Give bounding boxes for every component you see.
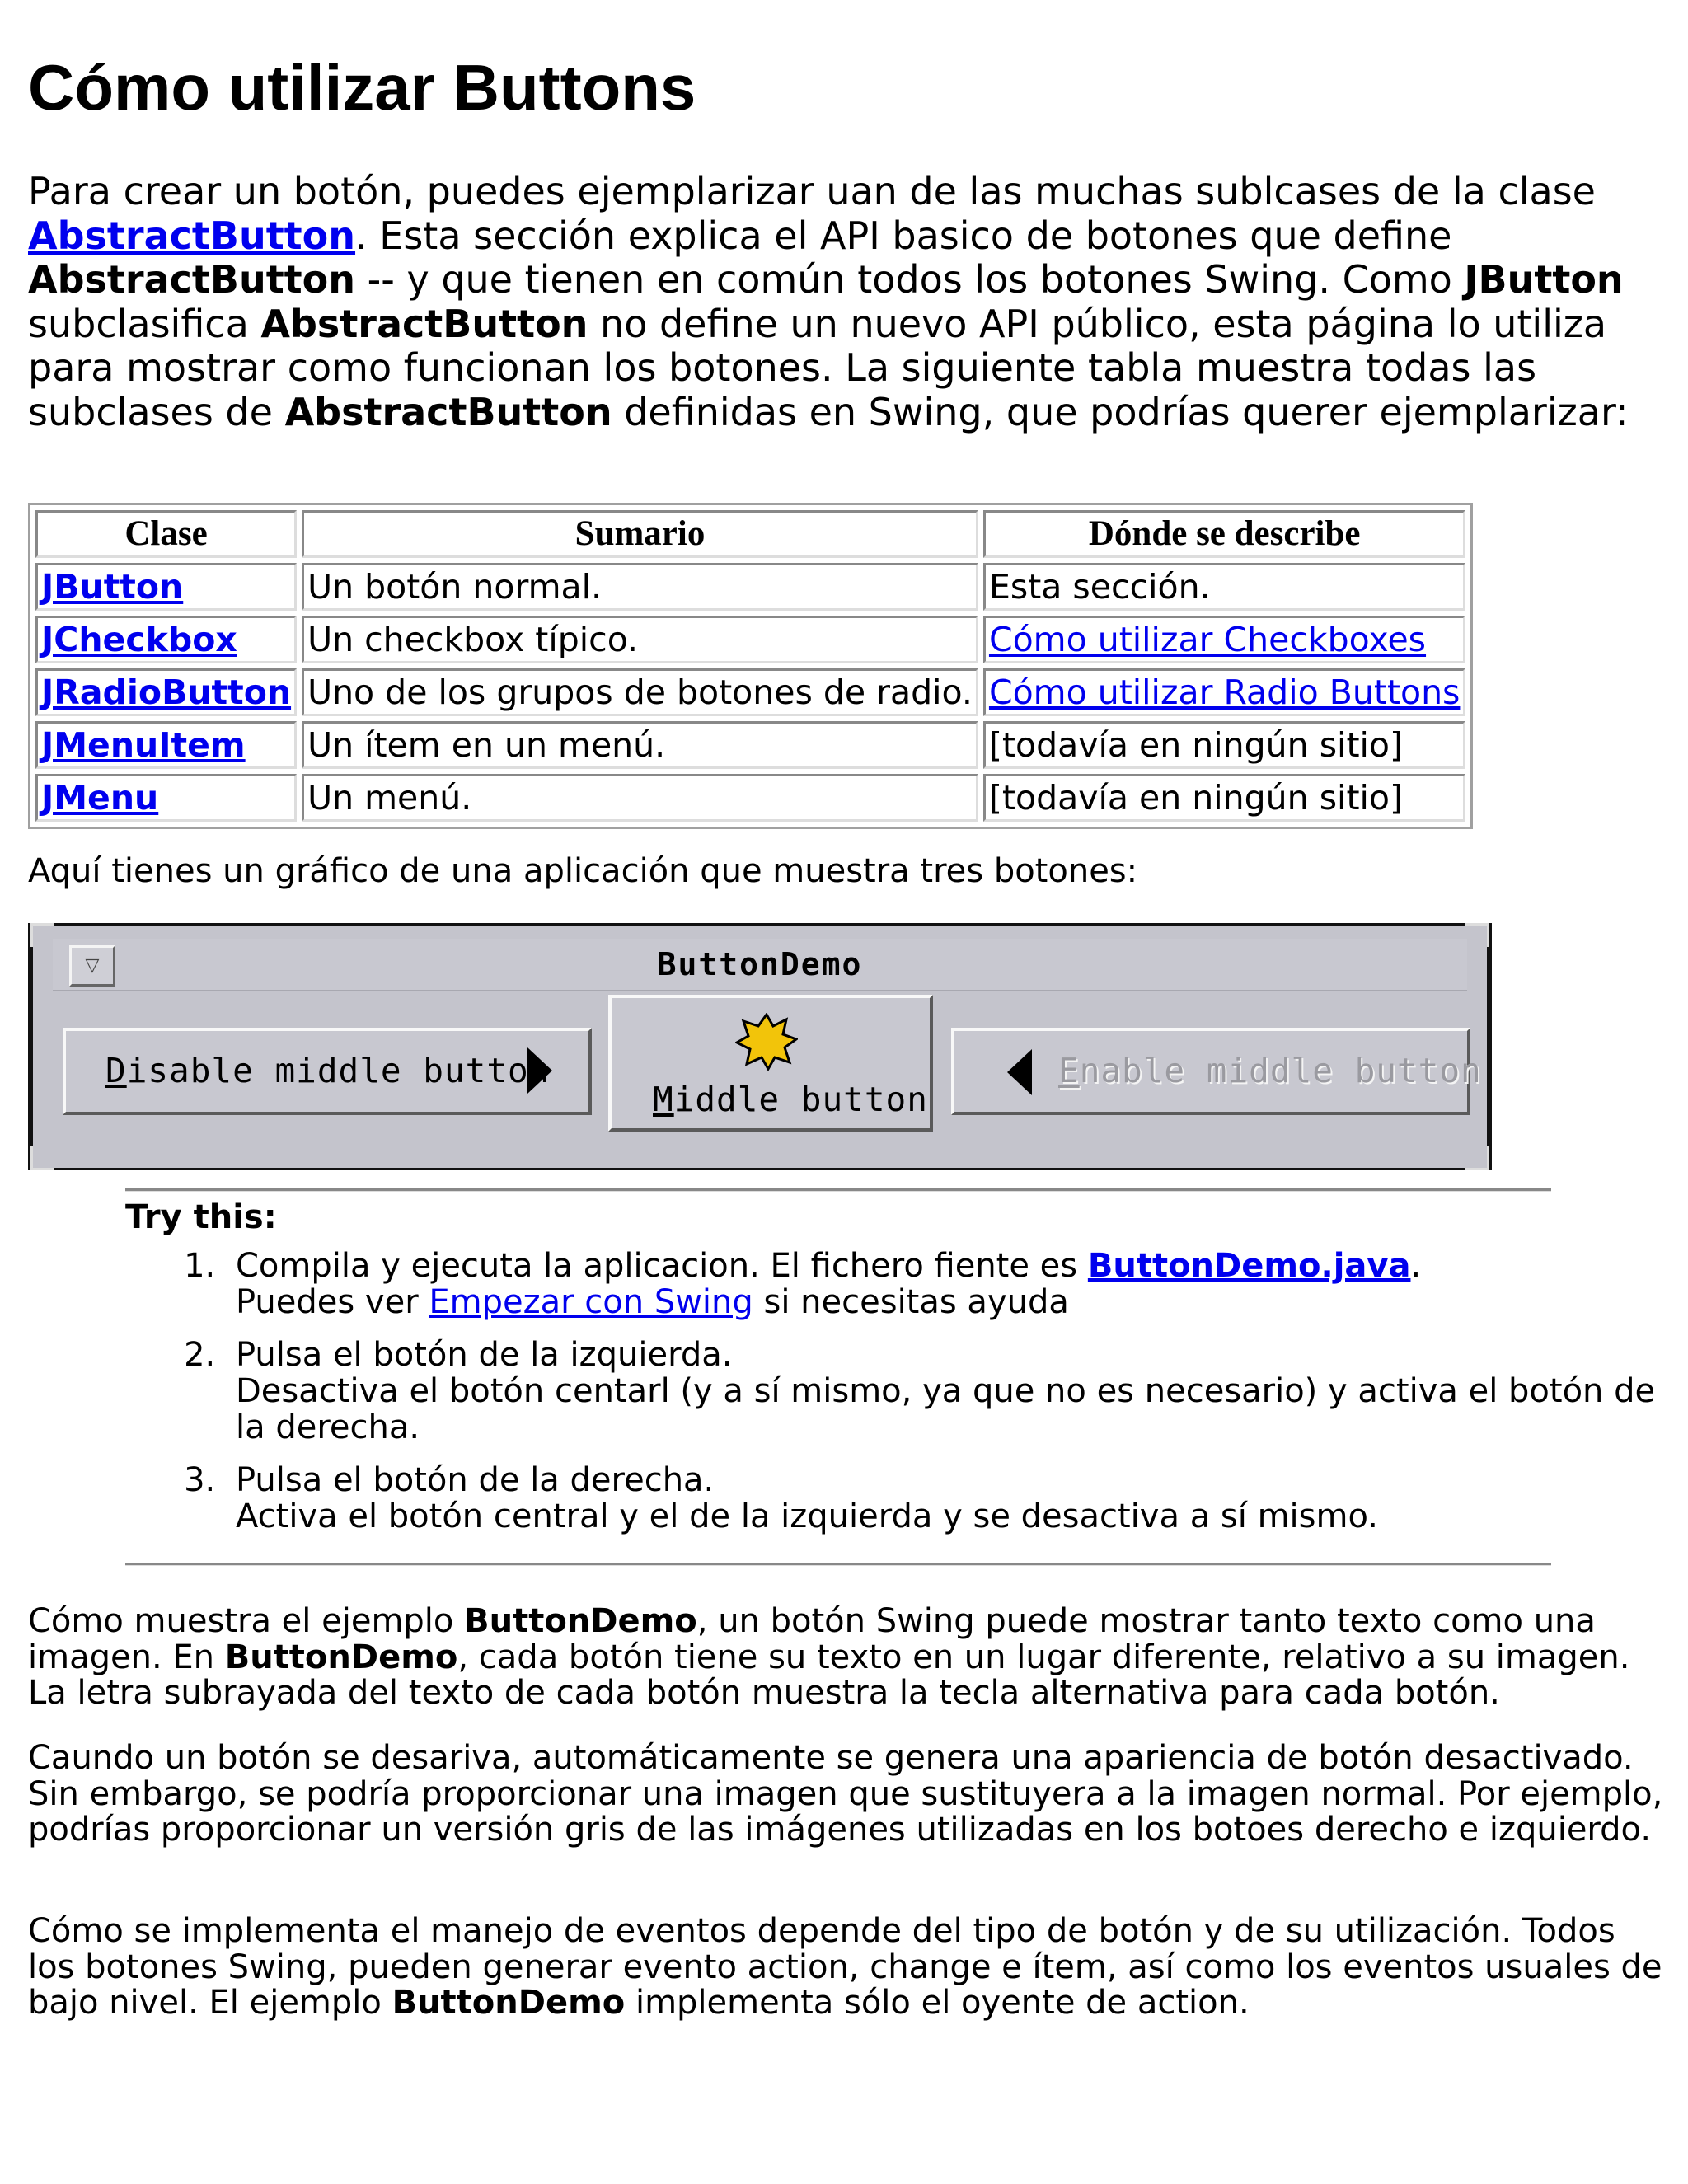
header-donde: Dónde se describe <box>983 510 1465 558</box>
step-text: Pulsa el botón de la derecha. <box>236 1461 715 1499</box>
paragraph-bold: ButtonDemo <box>464 1602 697 1640</box>
intro-bold: AbstractButton <box>28 257 356 302</box>
paragraph-text: Cómo muestra el ejemplo <box>28 1602 465 1640</box>
arrow-left-icon <box>1007 1049 1032 1095</box>
step-text: si necesitas ayuda <box>753 1283 1069 1321</box>
button-label <box>1058 1047 1482 1094</box>
window-content <box>53 991 1482 1151</box>
resize-corner-icon[interactable] <box>1465 1146 1489 1170</box>
step-text: . <box>1410 1247 1422 1285</box>
button-label-rest: nable middle button <box>1079 1051 1482 1090</box>
intro-text: -- y que tienen en común todos los botones Swing. Como <box>355 257 1465 302</box>
intro-text: subclasifica <box>28 301 261 346</box>
table-row <box>35 563 1465 611</box>
list-item <box>226 1337 1676 1446</box>
triangle-down-icon: ▽ <box>85 955 100 976</box>
try-this-steps <box>125 1248 1676 1551</box>
jbutton-link[interactable]: JButton <box>41 567 184 607</box>
abstractbutton-link[interactable]: AbstractButton <box>28 213 356 258</box>
intro-text: no define un nuevo API público, esta página lo utiliza para mostrar como funcionan los botones. La siguiente tabla muestra todas las subclases de <box>28 301 1607 434</box>
buttondemo-window <box>28 923 1492 1170</box>
button-label <box>106 1047 550 1094</box>
button-label-rest: isable middle button <box>126 1051 551 1090</box>
intro-text: . Esta sección explica el API basico de botones que define <box>355 213 1452 258</box>
page-title: Cómo utilizar Buttons <box>28 51 696 124</box>
intro-text: Para crear un botón, puedes ejemplarizar uan de las muchas sublcases de la clase <box>28 169 1596 213</box>
paragraph-disabled: Caundo un botón se desariva, automáticamente se genera una apariencia de botón desactivado. Sin embargo, se podría proporcionar una imagen que sustituyera a la imagen normal. Por ejemplo, podrías proporcionar un versión gris de las imágenes utilizadas en los botoes derecho e izquierdo. <box>28 1739 1663 1849</box>
mnemonic-letter: E <box>1058 1051 1080 1090</box>
jcheckbox-link[interactable]: JCheckbox <box>41 620 237 659</box>
radio-buttons-link[interactable]: Cómo utilizar Radio Buttons <box>988 673 1461 712</box>
table-row <box>35 668 1465 716</box>
paragraph-text: implementa sólo el oyente de action. <box>625 1984 1250 2022</box>
paragraph-bold: ButtonDemo <box>392 1984 626 2022</box>
header-sumario: Sumario <box>302 510 978 558</box>
cell-sumario: Un botón normal. <box>302 563 978 611</box>
cell-sumario: Un checkbox típico. <box>302 616 978 663</box>
divider <box>125 1188 1551 1192</box>
paragraph-text: Cómo se implementa el manejo de eventos depende del tipo de botón y de su utilización. Todos los botones Swing, pueden generar evento action, change e ítem, así como los eventos usuales de bajo nivel. El ejemplo <box>28 1912 1662 2022</box>
jradiobutton-link[interactable]: JRadioButton <box>41 673 292 712</box>
cell-sumario: Uno de los grupos de botones de radio. <box>302 668 978 716</box>
subclasses-table <box>28 503 1473 829</box>
step-text: Pulsa el botón de la izquierda. <box>236 1336 733 1374</box>
window-title: ButtonDemo <box>657 946 863 982</box>
button-label <box>653 1079 928 1120</box>
cell-clase <box>35 774 297 822</box>
cell-donde: [todavía en ningún sitio] <box>983 721 1465 769</box>
cell-donde: [todavía en ningún sitio] <box>983 774 1465 822</box>
mnemonic-letter: D <box>106 1051 127 1090</box>
list-item <box>226 1248 1676 1320</box>
cell-donde: Esta sección. <box>983 563 1465 611</box>
cell-donde <box>983 616 1465 663</box>
table-row <box>35 721 1465 769</box>
intro-text: definidas en Swing, que podrías querer ejemplarizar: <box>612 389 1629 434</box>
cell-sumario: Un ítem en un menú. <box>302 721 978 769</box>
mnemonic-letter: M <box>653 1080 674 1119</box>
buttondemo-java-link[interactable]: ButtonDemo.java <box>1087 1247 1411 1285</box>
cell-clase <box>35 721 297 769</box>
middle-button[interactable] <box>608 995 933 1132</box>
resize-corner-icon[interactable] <box>1465 923 1489 947</box>
paragraph-bold: ButtonDemo <box>224 1638 458 1676</box>
divider <box>125 1563 1551 1566</box>
window-titlebar[interactable] <box>53 939 1467 991</box>
disable-middle-button[interactable] <box>63 1028 592 1115</box>
paragraph-text: , un botón Swing puede mostrar tanto texto como una imagen. En <box>28 1602 1596 1676</box>
resize-corner-icon[interactable] <box>30 923 54 947</box>
jmenuitem-link[interactable]: JMenuItem <box>41 725 246 765</box>
paragraph-events <box>28 1914 1668 2022</box>
cell-clase <box>35 563 297 611</box>
cell-donde <box>983 668 1465 716</box>
figure-caption: Aquí tienes un gráfico de una aplicación que muestra tres botones: <box>28 852 1138 890</box>
jmenu-link[interactable]: JMenu <box>41 778 159 818</box>
step-text: Desactiva el botón centarl (y a sí mismo, ya que no es necesario) y activa el botón de la derecha. <box>236 1372 1656 1446</box>
checkboxes-link[interactable]: Cómo utilizar Checkboxes <box>988 620 1427 659</box>
intro-bold: AbstractButton <box>260 301 588 346</box>
paragraph-text: , cada botón tiene su texto en un lugar diferente, relativo a su imagen. La letra subrayada del texto de cada botón muestra la tecla alternativa para cada botón. <box>28 1638 1630 1712</box>
intro-paragraph <box>28 170 1668 434</box>
cell-sumario: Un menú. <box>302 774 978 822</box>
empezar-con-swing-link[interactable]: Empezar con Swing <box>429 1283 753 1321</box>
table-row <box>35 774 1465 822</box>
cell-clase <box>35 668 297 716</box>
step-text: Compila y ejecuta la aplicacion. El fichero fiente es <box>236 1247 1088 1285</box>
header-clase: Clase <box>35 510 297 558</box>
enable-middle-button[interactable] <box>951 1028 1482 1115</box>
starburst-icon <box>735 1013 798 1071</box>
intro-bold: JButton <box>1464 257 1624 302</box>
step-text: Puedes ver <box>236 1283 429 1321</box>
cell-clase <box>35 616 297 663</box>
button-label-rest: iddle button <box>673 1080 928 1119</box>
arrow-right-icon <box>528 1047 552 1094</box>
table-header-row <box>35 510 1465 558</box>
table-row <box>35 616 1465 663</box>
resize-corner-icon[interactable] <box>30 1146 54 1170</box>
paragraph-buttondemo <box>28 1604 1668 1712</box>
list-item <box>226 1462 1676 1535</box>
step-text: Activa el botón central y el de la izquierda y se desactiva a sí mismo. <box>236 1497 1378 1535</box>
try-this-heading: Try this: <box>125 1198 277 1236</box>
intro-bold: AbstractButton <box>284 389 612 434</box>
